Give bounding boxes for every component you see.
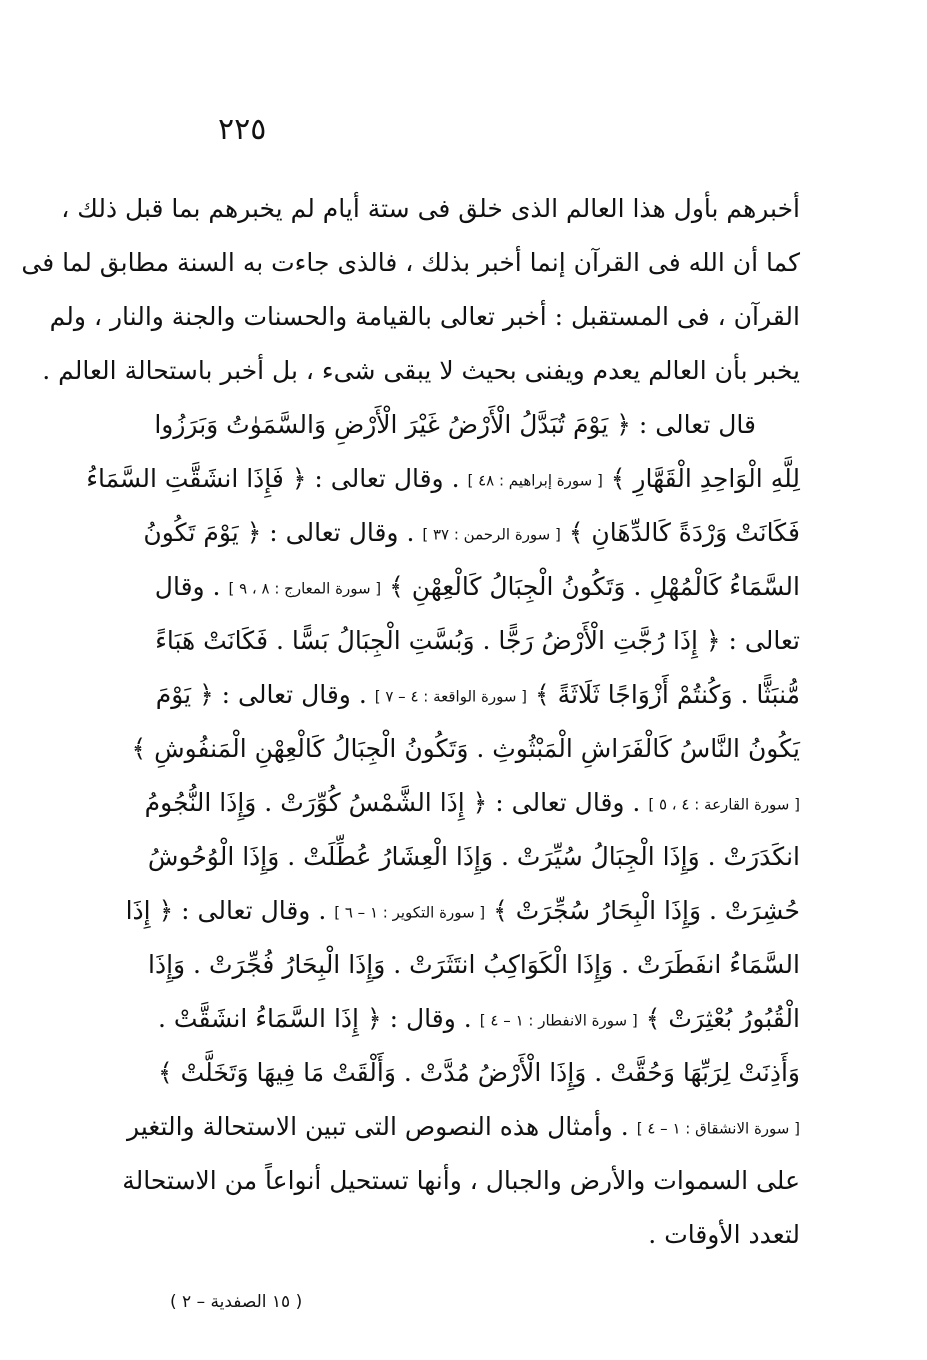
text-line: السَّمَاءُ انفَطَرَتْ . وَإِذَا الْكَوَاكِبُ انتَثَرَتْ . وَإِذَا الْبِحَارُ فُجِّرَتْ . وَإِذَا [148, 950, 800, 979]
page-number: ٢٢٥ [218, 112, 267, 147]
text-line: انكَدَرَتْ . وَإِذَا الْجِبَالُ سُيِّرَتْ . وَإِذَا الْعِشَارُ عُطِّلَتْ . وَإِذَا الْوُحُوشُ [147, 842, 800, 871]
text-line: [ سورة القارعة : ٤ ، ٥ ] . وقال تعالى : ﴿ إِذَا الشَّمْسُ كُوِّرَتْ . وَإِذَا النُّجُومُ [144, 788, 800, 817]
text-line: مُّنبَثًّا . وَكُنتُمْ أَزْوَاجًا ثَلَاثَةً ﴾ [ سورة الواقعة : ٤ – ٧ ] . وقال تعالى : ﴿ يَوْمَ [155, 680, 800, 709]
text-line: القرآن ، فى المستقبل : أخبر تعالى بالقيامة والحسنات والجنة والنار ، ولم [49, 302, 800, 331]
text-line: لتعدد الأوقات . [648, 1220, 800, 1249]
body-text [21, 182, 800, 1262]
surah-reference: [ سورة الانشقاق : ١ – ٤ ] [636, 1119, 800, 1138]
text-line: السَّمَاءُ كَالْمُهْلِ . وَتَكُونُ الْجِبَالُ كَالْعِهْنِ ﴾ [ سورة المعارج : ٨ ، ٩ ] . وقال [154, 572, 800, 601]
footer-signature: ( ١٥ الصفدية – ٢ ) [170, 1292, 303, 1312]
text-line: قال تعالى : ﴿ يَوْمَ تُبَدَّلُ الْأَرْضُ غَيْرَ الْأَرْضِ وَالسَّمَوٰتُ وَبَرَزُوا [154, 410, 756, 439]
text-line: فَكَانَتْ وَرْدَةً كَالدِّهَانِ ﴾ [ سورة الرحمن : ٣٧ ] . وقال تعالى : ﴿ يَوْمَ تَكُونُ [143, 518, 800, 547]
text-line: الْقُبُورُ بُعْثِرَتْ ﴾ [ سورة الانفطار : ١ – ٤ ] . وقال : ﴿ إِذَا السَّمَاءُ انشَقَّتْ . [158, 1004, 800, 1033]
surah-reference: [ سورة القارعة : ٤ ، ٥ ] [648, 795, 800, 814]
surah-reference: [ سورة التكوير : ١ – ٦ ] [334, 903, 486, 922]
surah-reference: [ سورة الواقعة : ٤ – ٧ ] [374, 687, 528, 706]
text-line: كما أن الله فى القرآن إنما أخبر بذلك ، فالذى جاءت به السنة مطابق لما فى [21, 248, 800, 277]
surah-reference: [ سورة المعارج : ٨ ، ٩ ] [228, 579, 382, 598]
text-line: يخبر بأن العالم يعدم ويفنى بحيث لا يبقى شىء ، بل أخبر باستحالة العالم . [42, 356, 800, 385]
text-line: يَكُونُ النَّاسُ كَالْفَرَاشِ الْمَبْثُوثِ . وَتَكُونُ الْجِبَالُ كَالْعِهْنِ الْمَنفُوشِ ﴾ [131, 734, 800, 763]
text-line: وَأَذِنَتْ لِرَبِّهَا وَحُقَّتْ . وَإِذَا الْأَرْضُ مُدَّتْ . وَأَلْقَتْ مَا فِيهَا وَتَخَلَّتْ ﴾ [158, 1058, 800, 1087]
text-line: [ سورة الانشقاق : ١ – ٤ ] . وأمثال هذه النصوص التى تبين الاستحالة والتغير [127, 1112, 800, 1141]
text-line: أخبرهم بأول هذا العالم الذى خلق فى ستة أيام لم يخبرهم بما قبل ذلك ، [61, 194, 800, 223]
text-line: لِلَّهِ الْوَاحِدِ الْقَهَّارِ ﴾ [ سورة إبراهيم : ٤٨ ] . وقال تعالى : ﴿ فَإِذَا انشَقَّتِ السَّمَاءُ [86, 464, 800, 493]
text-line: على السموات والأرض والجبال ، وأنها تستحيل أنواعاً من الاستحالة [122, 1166, 800, 1195]
surah-reference: [ سورة الرحمن : ٣٧ ] [422, 525, 561, 544]
text-line: حُشِرَتْ . وَإِذَا الْبِحَارُ سُجِّرَتْ ﴾ [ سورة التكوير : ١ – ٦ ] . وقال تعالى : ﴿ إِذَا [125, 896, 800, 925]
surah-reference: [ سورة الانفطار : ١ – ٤ ] [479, 1011, 638, 1030]
surah-reference: [ سورة إبراهيم : ٤٨ ] [467, 471, 603, 490]
text-line: تعالى : ﴿ إِذَا رُجَّتِ الْأَرْضُ رَجًّا . وَبُسَّتِ الْجِبَالُ بَسًّا . فَكَانَتْ هَبَاءً [155, 626, 800, 655]
